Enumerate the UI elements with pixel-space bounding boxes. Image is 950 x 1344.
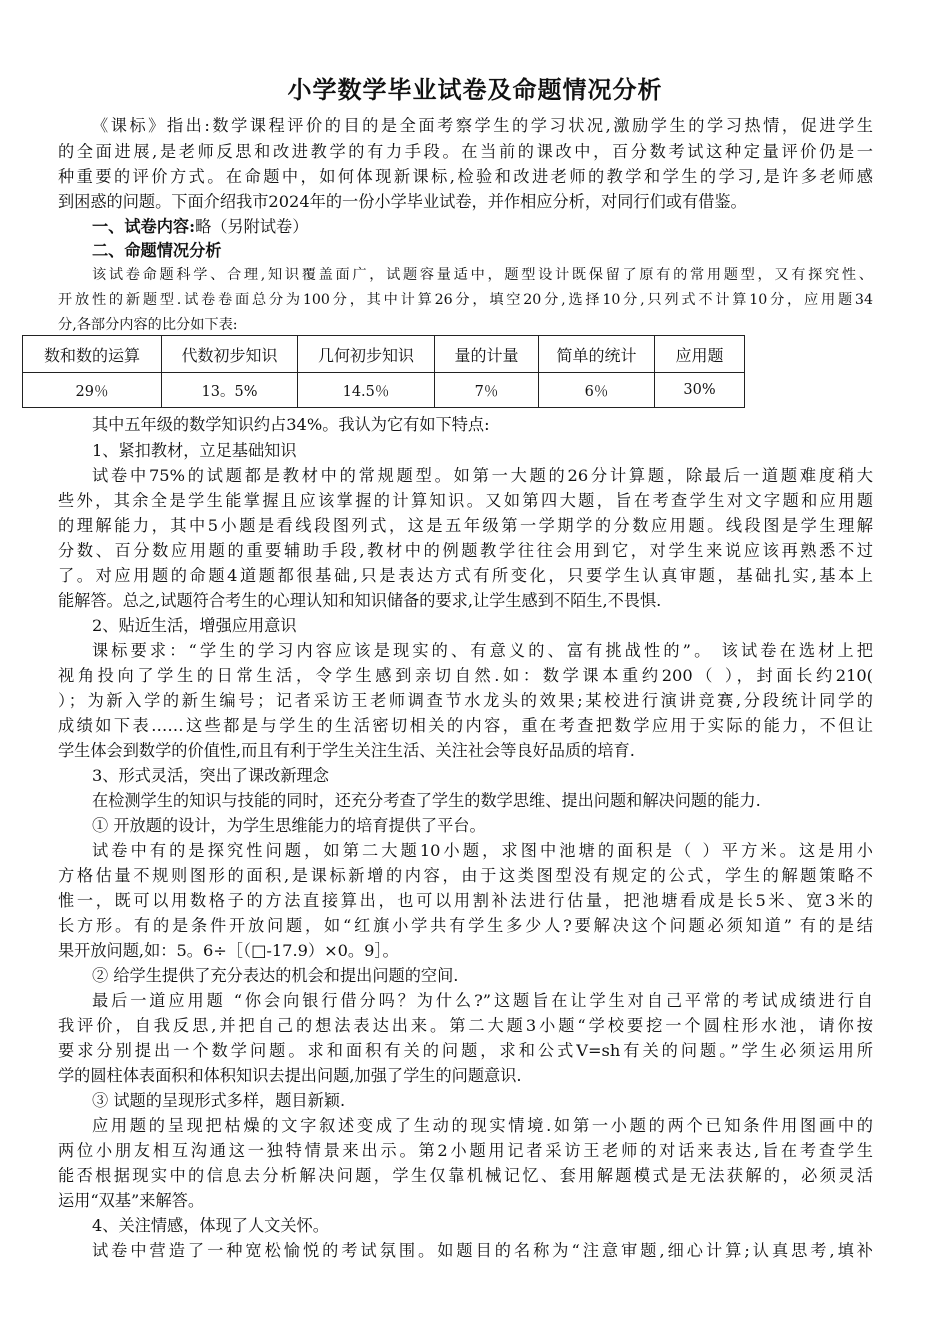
text-line: 的理解能力，其中5小题是看线段图列式，这是五年级第一学期学的分数应用题。线段图是学生理解 (58, 516, 873, 535)
text-line: 果开放问题,如：5。6÷［（□-17.9）×0。9］。 (58, 941, 399, 960)
text-line: 学的圆柱体表面积和体积知识去提出问题,加强了学生的问题意识. (58, 1066, 522, 1085)
section-heading-label: 一、试卷内容: (92, 217, 196, 236)
table-value-cell: 6％ (539, 373, 655, 408)
table-header-cell: 简单的统计 (539, 336, 655, 373)
table-value-cell: 29％ (23, 373, 162, 408)
table-header-cell: 代数初步知识 (162, 336, 298, 373)
table-header-cell: 量的计量 (435, 336, 539, 373)
text-line: 到困惑的问题。下面介绍我市2024年的一份小学毕业试卷，并作相应分析，对同行们或有借鉴。 (58, 192, 747, 211)
list-item-heading: ① 开放题的设计，为学生思维能力的培育提供了平台。 (92, 816, 486, 835)
text-line: 惟一，既可以用数格子的方法直接算出，也可以用割补法进行估量，把池塘看成是长5米、宽3米的 (58, 891, 873, 910)
text-line: 该试卷命题科学、合理,知识覆盖面广，试题容量适中，题型设计既保留了原有的常用题型，又有探究性、 (92, 267, 873, 283)
section-heading-note: 略（另附试卷） (195, 217, 309, 236)
text-line: 长方形。有的是条件开放问题，如“红旗小学共有学生多少人?要解决这个问题必须知道” 有的是结 (58, 916, 873, 935)
table-header-cell: 几何初步知识 (298, 336, 435, 373)
text-line: 学生体会到数学的价值性,而且有利于学生关注生活、关注社会等良好品质的培育. (58, 741, 635, 760)
text-line: 开放性的新题型.试卷卷面总分为100分，其中计算26分，填空20分,选择10分,只列式不计算10分，应用题34 (58, 292, 873, 308)
subsection-heading: 3、形式灵活，突出了课改新理念 (92, 766, 329, 785)
text-line: 试卷中有的是探究性问题，如第二大题10小题，求图中池塘的面积是（ ）平方米。这是用小 (92, 841, 873, 860)
table-value-cell: 30% (655, 373, 745, 408)
text-line: 方格估量不规则图形的面积,是课标新增的内容，由于这类图型没有规定的公式，学生的解题策略不 (58, 866, 873, 885)
text-line: 在检测学生的知识与技能的同时，还充分考查了学生的数学思维、提出问题和解决问题的能力. (92, 791, 761, 810)
text-line: 视角投向了学生的日常生活，令学生感到亲切自然.如：数学课本重约200（ ），封面长约210( (58, 666, 873, 685)
text-line: 试卷中营造了一种宽松愉悦的考试氛围。如题目的名称为“注意审题,细心计算;认真思考,填补 (92, 1241, 873, 1260)
text-line: 试卷中75%的试题都是教材中的常规题型。如第一大题的26分计算题，除最后一道题难度稍大 (92, 466, 873, 485)
table-header-cell: 应用题 (655, 336, 745, 373)
text-line: ）；为新入学的新生编号；记者采访王老师调查节水龙头的效果;某校进行演讲竞赛,分段统计同学的 (58, 691, 873, 710)
section-heading-1 (92, 214, 873, 239)
list-item-heading: ② 给学生提供了充分表达的机会和提出问题的空间. (92, 966, 459, 985)
text-line: 种重要的评价方式。在命题中，如何体现新课标,检验和改进老师的教学和学生的学习,是许多老师感 (58, 167, 873, 186)
text-line: 能否根据现实中的信息去分析解决问题，学生仅靠机械记忆、套用解题模式是无法获解的，必须灵活 (58, 1166, 873, 1185)
text-line: 了。对应用题的命题4道题都很基础,只是表达方式有所变化，只要学生认真审题，基础扎实,基本上 (58, 566, 873, 585)
table-value-cell: 13。5% (162, 373, 298, 408)
score-ratio-table (22, 335, 745, 408)
text-line: 应用题的呈现把枯燥的文字叙述变成了生动的现实情境.如第一小题的两个已知条件用图画中的 (92, 1116, 873, 1135)
table-value-cell: 14.5％ (298, 373, 435, 408)
document-title: 小学数学毕业试卷及命题情况分析 (287, 75, 663, 104)
text-line: 两位小朋友相互沟通这一独特情景来出示。第2小题用记者采访王老师的对话来表达,旨在考查学生 (58, 1141, 873, 1160)
text-line: 要求分别提出一个数学问题。求和面积有关的问题，求和公式V=sh有关的问题。”学生必须运用所 (58, 1041, 873, 1060)
table-value-row (23, 373, 745, 408)
table-header-cell: 数和数的运算 (23, 336, 162, 373)
text-line: 分数、百分数应用题的重要辅助手段,教材中的例题教学往往会用到它，对学生来说应该再熟悉不过 (58, 541, 873, 560)
text-line: 我评价，自我反思,并把自己的想法表达出来。第二大题3小题“学校要挖一个圆柱形水池，请你按 (58, 1016, 873, 1035)
list-item-heading: ③ 试题的呈现形式多样，题目新颖. (92, 1091, 346, 1110)
text-line: 些外，其余全是学生能掌握且应该掌握的计算知识。又如第四大题，旨在考查学生对文字题和应用题 (58, 491, 873, 510)
text-line: 运用“双基”来解答。 (58, 1191, 205, 1210)
text-line: 最后一道应用题 “你会向银行借分吗？为什么?”这题旨在让学生对自己平常的考试成绩进行自 (92, 991, 873, 1010)
text-line: 《课标》指出:数学课程评价的目的是全面考察学生的学习状况,激励学生的学习热情，促进学生 (92, 116, 873, 135)
table-value-cell: 7％ (435, 373, 539, 408)
subsection-heading: 1、紧扣教材，立足基础知识 (92, 441, 297, 460)
text-line: 的全面进展,是老师反思和改进教学的有力手段。在当前的课改中，百分数考试这种定量评价仍是一 (58, 142, 873, 161)
section-heading-2: 二、命题情况分析 (92, 241, 222, 260)
text-line: 能解答。总之,试题符合考生的心理认知和知识储备的要求,让学生感到不陌生,不畏惧. (58, 591, 662, 610)
text-line: 其中五年级的数学知识约占34%。我认为它有如下特点: (92, 415, 490, 434)
text-line: 课标要求：“学生的学习内容应该是现实的、有意义的、富有挑战性的”。 该试卷在选材上把 (92, 641, 873, 660)
subsection-heading: 2、贴近生活，增强应用意识 (92, 616, 297, 635)
text-line: 分,各部分内容的比分如下表: (58, 317, 238, 333)
subsection-heading: 4、关注情感，体现了人文关怀。 (92, 1216, 329, 1235)
text-line: 成绩如下表……这些都是与学生的生活密切相关的内容，重在考查把数学应用于实际的能力，不但让 (58, 716, 873, 735)
table-header-row (23, 336, 745, 373)
